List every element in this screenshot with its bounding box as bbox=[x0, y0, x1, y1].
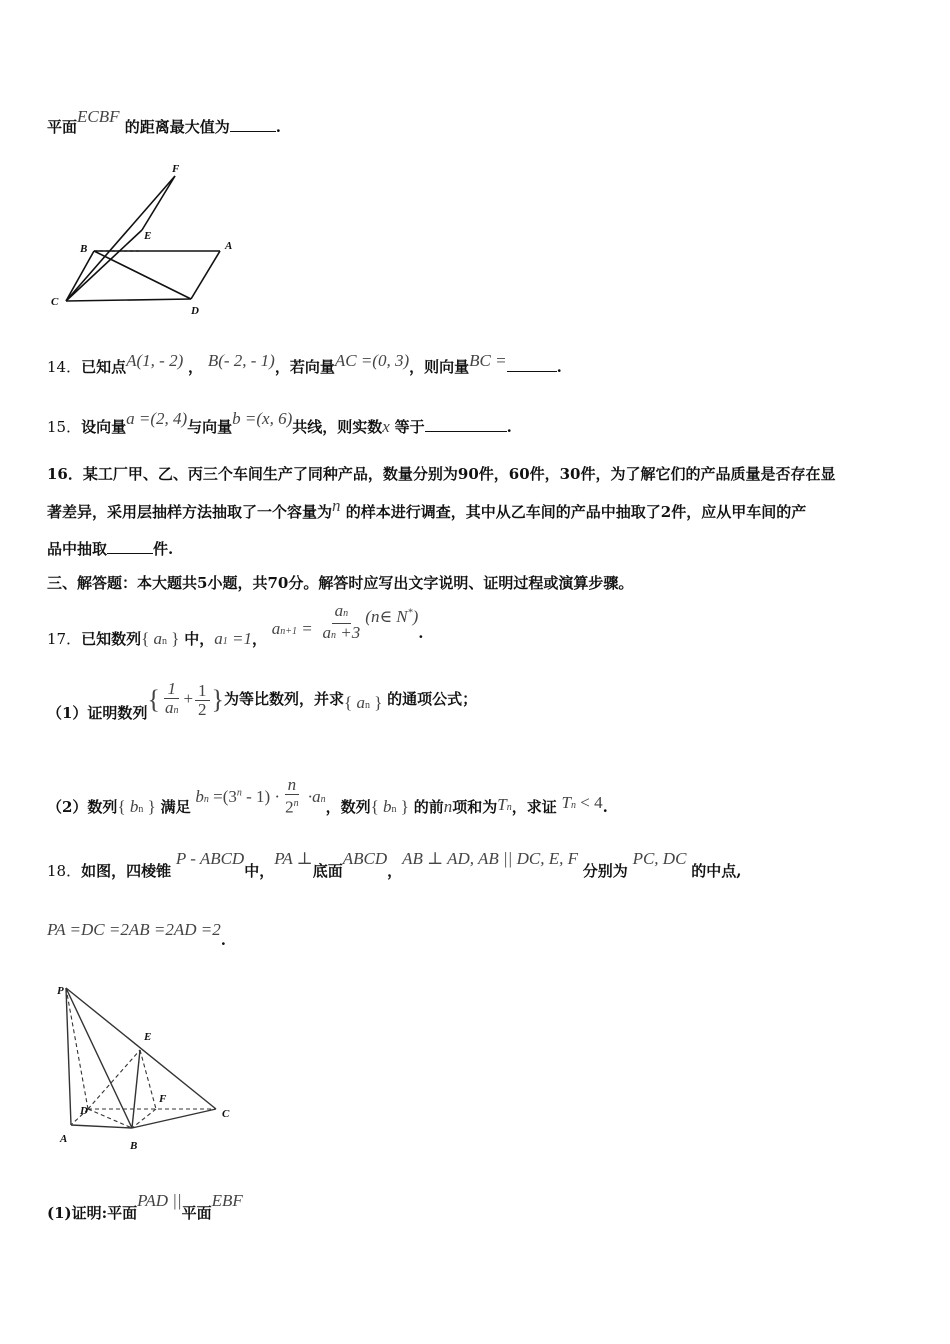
seq-bn: { bn } bbox=[117, 797, 156, 817]
text: （1）证明数列 bbox=[47, 704, 148, 722]
math-pad: PAD || bbox=[137, 1191, 182, 1210]
math-vector-bc: BC = bbox=[469, 351, 507, 370]
text: . bbox=[556, 358, 562, 376]
fraction-denominator bbox=[282, 795, 302, 817]
figure-2-dashed bbox=[66, 988, 216, 1128]
label-E: E bbox=[144, 1031, 152, 1043]
fraction-denominator bbox=[162, 699, 182, 720]
math-sub: n bbox=[203, 794, 209, 806]
math-b: b bbox=[129, 797, 139, 817]
math-two: 2 bbox=[285, 797, 294, 817]
question-18 bbox=[47, 848, 742, 880]
math-t: T bbox=[497, 795, 507, 815]
text: 设向量 bbox=[81, 418, 127, 436]
text: 已知数列 bbox=[81, 629, 142, 648]
text: 共线，则实数 bbox=[292, 418, 383, 436]
answer-blank bbox=[425, 418, 507, 432]
brace-right: } bbox=[211, 685, 225, 714]
label-F: F bbox=[159, 1093, 167, 1105]
math-an bbox=[304, 787, 326, 806]
math-sub: n bbox=[571, 800, 576, 812]
math-sub: n bbox=[364, 700, 370, 711]
math-a: a bbox=[214, 628, 223, 648]
math-sub: n bbox=[162, 635, 168, 647]
answer-blank bbox=[107, 540, 153, 554]
math-a: a bbox=[334, 601, 344, 620]
math-pa: PA ⊥ bbox=[274, 849, 313, 868]
text: 项和为 bbox=[452, 798, 498, 817]
math-abcd: ABCD bbox=[342, 849, 388, 868]
answer-blank bbox=[230, 118, 276, 132]
math-sup: * bbox=[407, 606, 413, 618]
text: ， bbox=[188, 358, 204, 376]
math-equality: PA =DC =2AB =2AD =2 bbox=[47, 920, 221, 939]
text: 如图，四棱锥 bbox=[81, 862, 172, 880]
text: ，求证 bbox=[511, 798, 557, 817]
text: 分别为 bbox=[582, 862, 628, 880]
text: 满足 bbox=[160, 798, 191, 817]
text: ， bbox=[387, 862, 403, 880]
text: 中， bbox=[244, 862, 275, 880]
text: 已知点 bbox=[81, 358, 127, 376]
text: 底面 bbox=[312, 862, 343, 880]
question-18-eq bbox=[47, 920, 226, 949]
text: ，则向量 bbox=[409, 358, 470, 376]
text: . bbox=[418, 623, 424, 642]
text: . bbox=[220, 931, 226, 949]
math-term: < 4 bbox=[576, 793, 603, 813]
math-sub: n bbox=[506, 802, 512, 814]
text: . bbox=[506, 418, 512, 436]
math-sup: n bbox=[293, 798, 299, 809]
question-number: 15． bbox=[47, 418, 82, 436]
fraction bbox=[162, 680, 182, 720]
math-value: +3 bbox=[336, 623, 361, 642]
math-t: T bbox=[561, 793, 571, 813]
seq-an: { an } bbox=[141, 628, 180, 648]
label-B: B bbox=[130, 1140, 138, 1152]
text: (1)证明:平面 bbox=[47, 1204, 138, 1222]
math-n: n bbox=[443, 797, 453, 817]
math-a1 bbox=[214, 629, 252, 648]
math-a: a bbox=[356, 693, 365, 712]
answer-blank bbox=[507, 358, 557, 372]
math-vector-ac: AC =(0, 3) bbox=[334, 351, 410, 370]
math-sub: n bbox=[331, 630, 337, 641]
math-b: b bbox=[195, 787, 204, 807]
text: 为等比数列，并求 bbox=[224, 690, 345, 708]
math-bn-def bbox=[195, 787, 280, 806]
math-value: =1 bbox=[227, 628, 252, 648]
math-ebf: EBF bbox=[211, 1191, 243, 1210]
label-E: E bbox=[144, 230, 152, 242]
section-heading: 三、解答题：本大题共5小题，共70分。解答时应写出文字说明、证明过程或演算步骤。 bbox=[47, 574, 634, 592]
math-inequality bbox=[562, 793, 603, 812]
text: . bbox=[275, 118, 281, 136]
figure-1-lines bbox=[66, 176, 220, 301]
text: （2）数列 bbox=[47, 798, 118, 817]
math-sub: n bbox=[320, 794, 326, 806]
math-sub: n bbox=[391, 804, 397, 816]
math-x: x bbox=[382, 417, 390, 436]
fraction-denominator: 2 bbox=[198, 699, 207, 719]
math-term: =(3 bbox=[208, 787, 237, 807]
question-17-part-1 bbox=[47, 680, 477, 720]
question-number: 17． bbox=[47, 629, 82, 648]
math-point-a: A(1, - 2) bbox=[126, 351, 184, 370]
question-17 bbox=[47, 601, 424, 648]
text: ，数列 bbox=[325, 798, 371, 817]
math-sub: n+1 bbox=[280, 625, 298, 637]
figure-2 bbox=[52, 978, 252, 1153]
math-conditions: AB ⊥ AD, AB || DC, E, F bbox=[402, 849, 578, 868]
label-C: C bbox=[222, 1108, 230, 1120]
fraction-numerator: n bbox=[285, 776, 300, 795]
text: ，若向量 bbox=[274, 358, 335, 376]
text: 著差异，采用层抽样方法抽取了一个容量为 bbox=[47, 503, 333, 521]
text: 平面 bbox=[181, 1204, 212, 1222]
figure-2-solid bbox=[66, 988, 216, 1128]
math-plus: + bbox=[183, 689, 194, 708]
fraction bbox=[195, 682, 210, 719]
math-b: b bbox=[383, 797, 392, 817]
text: 等于 bbox=[394, 418, 425, 436]
math-term: - 1) · bbox=[241, 787, 281, 807]
math-sub: n bbox=[343, 608, 349, 619]
question-15 bbox=[47, 409, 512, 437]
text: ， bbox=[251, 629, 267, 648]
question-number: 14． bbox=[47, 358, 82, 376]
text: 的前 bbox=[413, 798, 444, 817]
math-a: a bbox=[164, 698, 174, 717]
math-tn bbox=[497, 795, 511, 814]
seq-bn: { bn } bbox=[370, 797, 409, 817]
fraction bbox=[282, 776, 302, 817]
label-B: B bbox=[80, 243, 88, 255]
math-eq: = bbox=[297, 618, 313, 638]
label-P: P bbox=[57, 985, 64, 997]
label-D: D bbox=[80, 1105, 88, 1117]
label-A: A bbox=[225, 240, 233, 252]
math-vector-a: a =(2, 4) bbox=[126, 409, 188, 428]
text: 品中抽取 bbox=[47, 540, 108, 558]
math-a: a bbox=[322, 623, 332, 642]
question-17-part-2 bbox=[47, 766, 608, 817]
brace-left: { bbox=[147, 685, 160, 714]
text: 与向量 bbox=[187, 418, 233, 436]
question-16-line-3 bbox=[47, 538, 173, 559]
math-sub: 1 bbox=[222, 635, 228, 647]
math-a: a bbox=[153, 628, 163, 648]
text: 中， bbox=[184, 629, 215, 648]
fraction-numerator: 1 bbox=[195, 682, 210, 701]
text: 的距离最大值为 bbox=[124, 118, 230, 136]
question-number: 18． bbox=[47, 862, 82, 880]
math-condition bbox=[365, 607, 418, 626]
math-vector-b: b =(x, 6) bbox=[232, 409, 293, 428]
fraction-denominator bbox=[320, 624, 364, 645]
question-16-line-2 bbox=[47, 496, 807, 522]
math-n: n bbox=[332, 496, 341, 515]
label-A: A bbox=[60, 1133, 68, 1145]
text: 的样本进行调查，其中从乙车间的产品中抽取了2件，应从甲车间的产 bbox=[345, 503, 807, 521]
math-pyramid: P - ABCD bbox=[175, 849, 245, 868]
text: 件. bbox=[153, 540, 174, 558]
question-14 bbox=[47, 351, 562, 377]
math-a: a bbox=[271, 618, 281, 638]
math-recurrence bbox=[272, 619, 313, 638]
text: 平面 bbox=[47, 118, 78, 136]
fraction-numerator bbox=[332, 602, 352, 624]
math-cond: (n∈ N bbox=[365, 606, 408, 626]
label-F: F bbox=[172, 163, 180, 175]
text: 的通项公式； bbox=[387, 690, 478, 708]
text: 的中点, bbox=[691, 862, 742, 880]
q13-tail bbox=[47, 107, 281, 137]
question-16-line-1: 16．某工厂甲、乙、丙三个车间生产了同种产品，数量分别为90件，60件，30件，为了解它们的产品质量是否存在显 bbox=[47, 465, 836, 483]
text: . bbox=[602, 798, 608, 817]
question-18-part-1 bbox=[47, 1190, 243, 1222]
math-point-b: B(- 2, - 1) bbox=[207, 351, 275, 370]
seq-an: { an } bbox=[344, 693, 383, 712]
math-midpoints: PC, DC bbox=[632, 849, 687, 868]
fraction bbox=[320, 602, 364, 645]
math-sup: n bbox=[236, 787, 242, 799]
fraction-numerator: 1 bbox=[164, 680, 179, 699]
label-C: C bbox=[51, 296, 59, 308]
math-sub: n bbox=[173, 705, 179, 716]
figure-1 bbox=[44, 158, 254, 323]
math-term: ·a bbox=[303, 787, 321, 807]
math-paren: ) bbox=[412, 606, 419, 626]
math-sub: n bbox=[138, 804, 144, 816]
label-D: D bbox=[191, 305, 199, 317]
math-plane: ECBF bbox=[77, 107, 120, 126]
